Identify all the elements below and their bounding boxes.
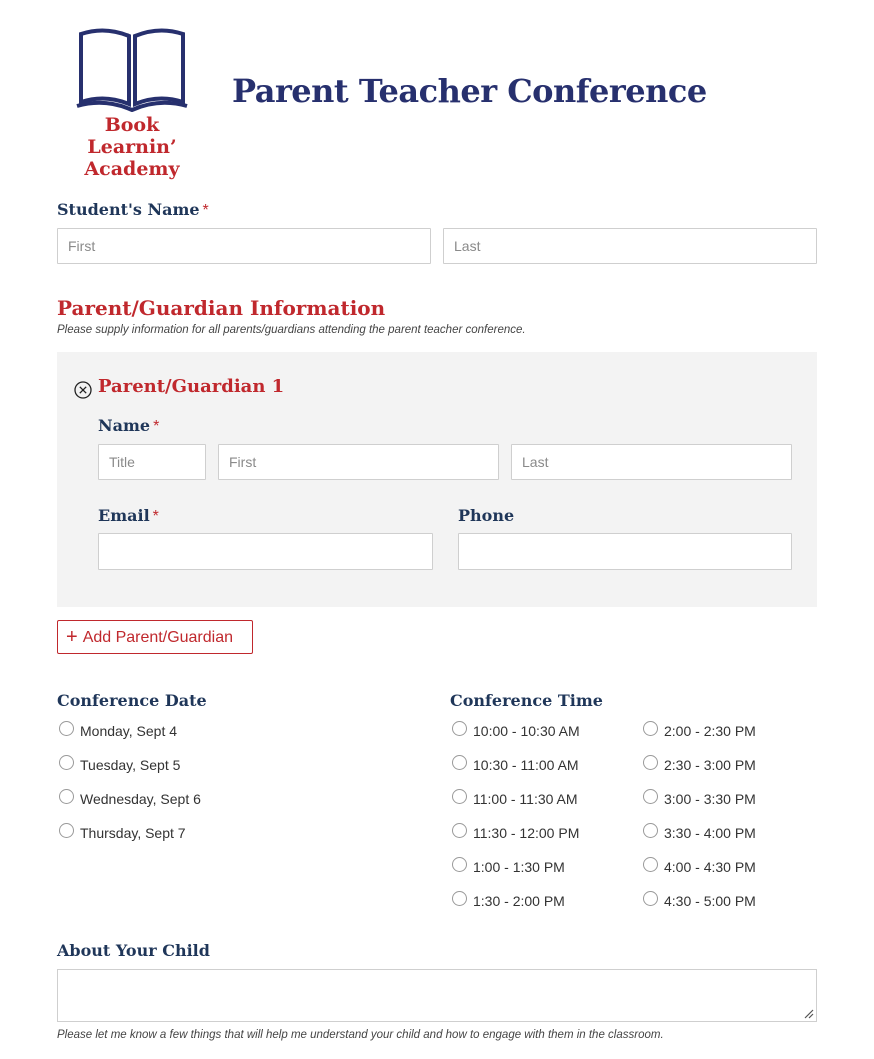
guardian-last-name-input[interactable]: Last: [511, 444, 792, 480]
radio-button[interactable]: [452, 857, 467, 872]
radio-button[interactable]: [59, 823, 74, 838]
conference-time-option-label: 2:00 - 2:30 PM: [664, 723, 756, 739]
guardian-section-hint: Please supply information for all parents/guardians attending the parent teacher conference.: [57, 324, 526, 336]
radio-button[interactable]: [452, 823, 467, 838]
conference-time-option[interactable]: [643, 791, 756, 807]
guardian-first-name-input[interactable]: First: [218, 444, 499, 480]
conference-time-option[interactable]: [643, 825, 756, 841]
conference-date-option-label: Wednesday, Sept 6: [80, 791, 201, 807]
about-child-textarea[interactable]: [57, 969, 817, 1022]
student-first-name-input[interactable]: First: [57, 228, 431, 264]
conference-time-option[interactable]: [452, 893, 565, 909]
radio-button[interactable]: [59, 721, 74, 736]
remove-guardian-icon[interactable]: [74, 381, 92, 399]
conference-time-option[interactable]: [452, 859, 565, 875]
conference-time-option-label: 10:00 - 10:30 AM: [473, 723, 580, 739]
guardian-email-label-text: Email: [98, 506, 150, 525]
conference-date-option[interactable]: [59, 723, 177, 739]
required-marker: *: [152, 508, 159, 525]
guardian-name-label-text: Name: [98, 416, 151, 435]
radio-button[interactable]: [643, 721, 658, 736]
conference-date-option-label: Thursday, Sept 7: [80, 825, 186, 841]
radio-button[interactable]: [643, 789, 658, 804]
radio-button[interactable]: [452, 721, 467, 736]
guardian-section-title: Parent/Guardian Information: [57, 296, 386, 320]
resize-handle-icon[interactable]: [802, 1007, 814, 1019]
radio-button[interactable]: [452, 789, 467, 804]
conference-time-option-label: 2:30 - 3:00 PM: [664, 757, 756, 773]
add-guardian-button[interactable]: [57, 620, 253, 654]
radio-button[interactable]: [643, 857, 658, 872]
guardian-email-input[interactable]: [98, 533, 433, 570]
radio-button[interactable]: [643, 823, 658, 838]
conference-date-option[interactable]: [59, 791, 201, 807]
conference-time-option-label: 11:30 - 12:00 PM: [473, 825, 580, 841]
open-book-icon: [75, 26, 189, 112]
conference-time-option-label: 4:30 - 5:00 PM: [664, 893, 756, 909]
conference-time-option-label: 10:30 - 11:00 AM: [473, 757, 579, 773]
logo-line-1: Book Learnin’: [87, 114, 177, 158]
add-guardian-button-label: Add Parent/Guardian: [82, 629, 234, 646]
conference-time-option[interactable]: [452, 791, 578, 807]
conference-date-option[interactable]: [59, 825, 186, 841]
conference-time-option-label: 1:00 - 1:30 PM: [473, 859, 565, 875]
student-name-label: [57, 200, 209, 220]
radio-button[interactable]: [452, 891, 467, 906]
student-name-label-text: Student's Name: [57, 200, 200, 219]
conference-date-label: Conference Date: [57, 691, 207, 710]
required-marker: *: [202, 202, 209, 219]
conference-time-label: Conference Time: [450, 691, 603, 710]
guardian-entry-title: Parent/Guardian 1: [98, 376, 285, 397]
radio-button[interactable]: [643, 891, 658, 906]
about-child-label: About Your Child: [57, 941, 210, 960]
student-last-name-input[interactable]: Last: [443, 228, 817, 264]
conference-time-option[interactable]: [643, 893, 756, 909]
conference-time-option-label: 11:00 - 11:30 AM: [473, 791, 578, 807]
conference-date-option-label: Monday, Sept 4: [80, 723, 178, 739]
conference-time-option-label: 3:00 - 3:30 PM: [664, 791, 756, 807]
conference-time-option[interactable]: [452, 825, 579, 841]
guardian-email-label: [98, 506, 159, 526]
plus-icon: +: [66, 626, 78, 648]
radio-button[interactable]: [452, 755, 467, 770]
conference-time-option-label: 1:30 - 2:00 PM: [473, 893, 565, 909]
radio-button[interactable]: [59, 789, 74, 804]
conference-date-option[interactable]: [59, 757, 180, 773]
conference-time-option-label: 4:00 - 4:30 PM: [664, 859, 756, 875]
conference-time-option[interactable]: [452, 757, 579, 773]
about-child-hint: Please let me know a few things that will help me understand your child and how to engage with them in the classroom.: [57, 1029, 664, 1041]
radio-button[interactable]: [59, 755, 74, 770]
guardian-phone-label: Phone: [458, 506, 515, 525]
conference-time-option[interactable]: [643, 859, 756, 875]
conference-time-option-label: 3:30 - 4:00 PM: [664, 825, 756, 841]
guardian-name-label: [98, 416, 159, 436]
conference-time-option[interactable]: [643, 723, 756, 739]
guardian-title-input[interactable]: Title: [98, 444, 206, 480]
conference-time-option[interactable]: [452, 723, 580, 739]
conference-date-option-label: Tuesday, Sept 5: [80, 757, 181, 773]
logo-text: [57, 114, 207, 180]
guardian-phone-input[interactable]: [458, 533, 792, 570]
logo-line-2: Academy: [84, 158, 180, 180]
required-marker: *: [153, 418, 160, 435]
page-title: Parent Teacher Conference: [232, 72, 707, 110]
radio-button[interactable]: [643, 755, 658, 770]
conference-time-option[interactable]: [643, 757, 756, 773]
